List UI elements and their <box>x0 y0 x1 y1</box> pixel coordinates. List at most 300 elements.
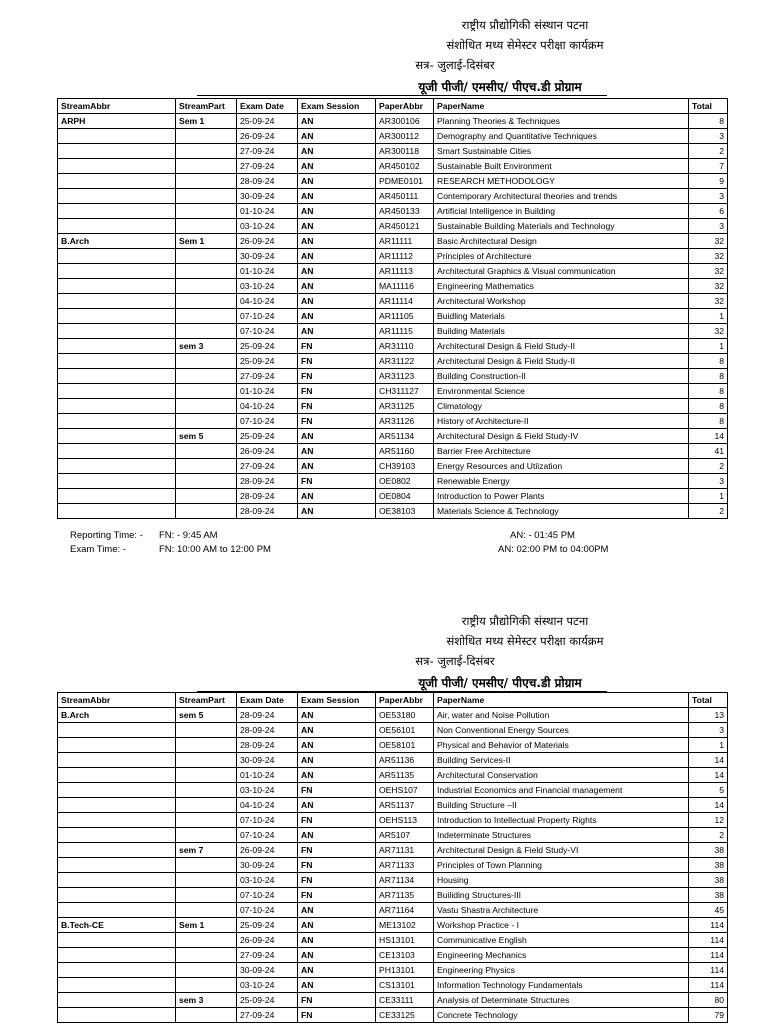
paper-abbr-cell: AR71134 <box>376 873 434 888</box>
stream-part-cell <box>176 399 237 414</box>
total-cell: 32 <box>689 294 728 309</box>
total-cell: 8 <box>689 399 728 414</box>
exam-date-cell: 27-09-24 <box>237 459 298 474</box>
stream-part-cell <box>176 144 237 159</box>
paper-abbr-cell: CS13101 <box>376 978 434 993</box>
exam-session-cell: AN <box>298 723 376 738</box>
stream-part-cell <box>176 189 237 204</box>
table-row <box>58 294 728 309</box>
paper-name-cell: Architectural Design & Field Study-IV <box>434 429 689 444</box>
paper-abbr-cell: AR300118 <box>376 144 434 159</box>
table-row <box>58 918 728 933</box>
table-row <box>58 813 728 828</box>
table-row <box>58 858 728 873</box>
exam-date-cell: 04-10-24 <box>237 399 298 414</box>
paper-name-cell: Building Construction-II <box>434 369 689 384</box>
col-header-papername: PaperName <box>434 99 689 114</box>
table-row <box>58 738 728 753</box>
stream-part-cell <box>176 504 237 519</box>
exam-date-cell: 01-10-24 <box>237 384 298 399</box>
exam-date-cell: 07-10-24 <box>237 324 298 339</box>
exam-session-cell: AN <box>298 204 376 219</box>
paper-abbr-cell: PDME0101 <box>376 174 434 189</box>
paper-name-cell: Non Conventional Energy Sources <box>434 723 689 738</box>
paper-abbr-cell: OE53180 <box>376 708 434 723</box>
exam-time-fn: FN: 10:00 AM to 12:00 PM <box>159 544 271 555</box>
exam-date-cell: 07-10-24 <box>237 903 298 918</box>
stream-abbr-cell <box>58 294 176 309</box>
stream-abbr-cell <box>58 888 176 903</box>
col-header-exam-session: Exam Session <box>298 693 376 708</box>
total-cell: 3 <box>689 723 728 738</box>
total-cell: 2 <box>689 459 728 474</box>
paper-abbr-cell: OE0804 <box>376 489 434 504</box>
exam-session-cell: AN <box>298 264 376 279</box>
total-cell: 32 <box>689 324 728 339</box>
total-cell: 114 <box>689 963 728 978</box>
total-cell: 38 <box>689 858 728 873</box>
paper-name-cell: Climatology <box>434 399 689 414</box>
table-row <box>58 189 728 204</box>
stream-abbr-cell: ARPH <box>58 114 176 129</box>
exam-session-cell: AN <box>298 144 376 159</box>
paper-name-cell: Air, water and Noise Pollution <box>434 708 689 723</box>
table-row <box>58 219 728 234</box>
total-cell: 3 <box>689 219 728 234</box>
paper-abbr-cell: AR11111 <box>376 234 434 249</box>
stream-abbr-cell <box>58 948 176 963</box>
exam-session-cell: AN <box>298 978 376 993</box>
total-cell: 41 <box>689 444 728 459</box>
total-cell: 2 <box>689 504 728 519</box>
reporting-time-label: Reporting Time: - <box>70 530 143 541</box>
table-row <box>58 489 728 504</box>
stream-part-cell <box>176 414 237 429</box>
exam-date-cell: 07-10-24 <box>237 828 298 843</box>
paper-name-cell: Vastu Shastra Architecture <box>434 903 689 918</box>
col-header-total: Total <box>689 99 728 114</box>
exam-session-cell: FN <box>298 384 376 399</box>
exam-session-cell: AN <box>298 768 376 783</box>
paper-name-cell: Smart Sustainable Cities <box>434 144 689 159</box>
exam-date-cell: 28-09-24 <box>237 489 298 504</box>
paper-name-cell: RESEARCH METHODOLOGY <box>434 174 689 189</box>
exam-session-cell: FN <box>298 783 376 798</box>
stream-part-cell: sem 7 <box>176 843 237 858</box>
exam-date-cell: 26-09-24 <box>237 444 298 459</box>
schedule-title-2: संशोधित मध्य सेमेस्टर परीक्षा कार्यक्रम <box>446 634 604 648</box>
exam-session-cell: AN <box>298 738 376 753</box>
total-cell: 5 <box>689 783 728 798</box>
stream-abbr-cell <box>58 993 176 1008</box>
total-cell: 12 <box>689 813 728 828</box>
paper-name-cell: Demography and Quantitative Techniques <box>434 129 689 144</box>
exam-date-cell: 27-09-24 <box>237 369 298 384</box>
stream-part-cell <box>176 888 237 903</box>
exam-session-cell: AN <box>298 174 376 189</box>
paper-name-cell: Building Services-II <box>434 753 689 768</box>
exam-date-cell: 01-10-24 <box>237 204 298 219</box>
stream-part-cell <box>176 873 237 888</box>
reporting-time-an: AN: - 01:45 PM <box>510 530 575 541</box>
table-row <box>58 414 728 429</box>
stream-part-cell <box>176 978 237 993</box>
paper-abbr-cell: AR11112 <box>376 249 434 264</box>
table-row <box>58 783 728 798</box>
exam-session-cell: FN <box>298 888 376 903</box>
paper-name-cell: Renewable Energy <box>434 474 689 489</box>
stream-abbr-cell <box>58 309 176 324</box>
exam-session-cell: AN <box>298 114 376 129</box>
exam-session-cell: AN <box>298 963 376 978</box>
table-row <box>58 129 728 144</box>
stream-abbr-cell <box>58 144 176 159</box>
stream-abbr-cell <box>58 459 176 474</box>
paper-abbr-cell: ME13102 <box>376 918 434 933</box>
exam-date-cell: 03-10-24 <box>237 219 298 234</box>
paper-abbr-cell: AR31110 <box>376 339 434 354</box>
stream-abbr-cell <box>58 723 176 738</box>
exam-date-cell: 28-09-24 <box>237 708 298 723</box>
paper-abbr-cell: AR31125 <box>376 399 434 414</box>
exam-session-cell: AN <box>298 189 376 204</box>
exam-date-cell: 25-09-24 <box>237 429 298 444</box>
exam-session-cell: AN <box>298 948 376 963</box>
paper-name-cell: Principles of Architecture <box>434 249 689 264</box>
paper-name-cell: Sustainable Building Materials and Technology <box>434 219 689 234</box>
stream-abbr-cell: B.Arch <box>58 708 176 723</box>
exam-session-cell: FN <box>298 858 376 873</box>
paper-name-cell: Architectural Design & Field Study-II <box>434 339 689 354</box>
total-cell: 45 <box>689 903 728 918</box>
stream-abbr-cell: B.Arch <box>58 234 176 249</box>
stream-part-cell: sem 3 <box>176 993 237 1008</box>
exam-date-cell: 07-10-24 <box>237 813 298 828</box>
total-cell: 1 <box>689 738 728 753</box>
total-cell: 3 <box>689 474 728 489</box>
session-label-2: सत्र- जुलाई-दिसंबर <box>415 654 495 668</box>
exam-session-cell: FN <box>298 813 376 828</box>
table-header-row <box>58 99 728 114</box>
paper-abbr-cell: AR450111 <box>376 189 434 204</box>
stream-part-cell <box>176 219 237 234</box>
stream-abbr-cell <box>58 189 176 204</box>
stream-abbr-cell <box>58 399 176 414</box>
exam-session-cell: FN <box>298 1008 376 1023</box>
total-cell: 114 <box>689 978 728 993</box>
paper-abbr-cell: CH311127 <box>376 384 434 399</box>
exam-date-cell: 30-09-24 <box>237 189 298 204</box>
exam-date-cell: 30-09-24 <box>237 753 298 768</box>
exam-date-cell: 01-10-24 <box>237 264 298 279</box>
total-cell: 38 <box>689 888 728 903</box>
table-row <box>58 114 728 129</box>
stream-abbr-cell <box>58 1008 176 1023</box>
stream-part-cell: Sem 1 <box>176 114 237 129</box>
stream-part-cell <box>176 459 237 474</box>
paper-name-cell: Environmental Science <box>434 384 689 399</box>
paper-abbr-cell: AR71164 <box>376 903 434 918</box>
paper-name-cell: Building Structure –II <box>434 798 689 813</box>
stream-part-cell <box>176 963 237 978</box>
col-header-streamabbr: StreamAbbr <box>58 99 176 114</box>
exam-date-cell: 28-09-24 <box>237 723 298 738</box>
paper-name-cell: Principles of Town Planning <box>434 858 689 873</box>
exam-session-cell: AN <box>298 933 376 948</box>
paper-name-cell: Architectural Graphics & Visual communication <box>434 264 689 279</box>
paper-name-cell: Architectural Design & Field Study-VI <box>434 843 689 858</box>
table-row <box>58 993 728 1008</box>
stream-abbr-cell <box>58 339 176 354</box>
total-cell: 79 <box>689 1008 728 1023</box>
paper-name-cell: Sustainable Built Environment <box>434 159 689 174</box>
paper-abbr-cell: PH13101 <box>376 963 434 978</box>
exam-schedule-table-1 <box>57 98 728 519</box>
table-row <box>58 798 728 813</box>
stream-part-cell <box>176 354 237 369</box>
stream-abbr-cell <box>58 963 176 978</box>
paper-name-cell: Builiding Structures-III <box>434 888 689 903</box>
stream-part-cell <box>176 489 237 504</box>
exam-session-cell: AN <box>298 324 376 339</box>
stream-abbr-cell <box>58 813 176 828</box>
exam-session-cell: AN <box>298 798 376 813</box>
paper-abbr-cell: AR5107 <box>376 828 434 843</box>
exam-session-cell: FN <box>298 354 376 369</box>
table-row <box>58 843 728 858</box>
paper-abbr-cell: AR450121 <box>376 219 434 234</box>
paper-abbr-cell: MA11116 <box>376 279 434 294</box>
stream-part-cell <box>176 369 237 384</box>
stream-abbr-cell <box>58 429 176 444</box>
paper-name-cell: Workshop Practice - I <box>434 918 689 933</box>
stream-part-cell <box>176 753 237 768</box>
stream-part-cell: sem 5 <box>176 429 237 444</box>
stream-part-cell: Sem 1 <box>176 234 237 249</box>
table-row <box>58 204 728 219</box>
stream-part-cell <box>176 129 237 144</box>
stream-part-cell: sem 5 <box>176 708 237 723</box>
table-row <box>58 399 728 414</box>
paper-abbr-cell: OE0802 <box>376 474 434 489</box>
exam-date-cell: 28-09-24 <box>237 174 298 189</box>
stream-part-cell <box>176 1008 237 1023</box>
exam-date-cell: 03-10-24 <box>237 978 298 993</box>
stream-abbr-cell <box>58 204 176 219</box>
stream-abbr-cell <box>58 354 176 369</box>
exam-schedule-table-2 <box>57 692 728 1023</box>
paper-name-cell: Architectural Conservation <box>434 768 689 783</box>
table-row <box>58 159 728 174</box>
exam-date-cell: 27-09-24 <box>237 144 298 159</box>
table-row <box>58 504 728 519</box>
stream-abbr-cell <box>58 843 176 858</box>
total-cell: 32 <box>689 249 728 264</box>
col-header-exam-date: Exam Date <box>237 99 298 114</box>
stream-part-cell <box>176 159 237 174</box>
stream-part-cell <box>176 813 237 828</box>
exam-session-cell: AN <box>298 918 376 933</box>
paper-abbr-cell: AR31126 <box>376 414 434 429</box>
stream-part-cell <box>176 309 237 324</box>
exam-date-cell: 30-09-24 <box>237 249 298 264</box>
col-header-paperabbr: PaperAbbr <box>376 99 434 114</box>
stream-abbr-cell <box>58 798 176 813</box>
exam-date-cell: 26-09-24 <box>237 843 298 858</box>
stream-part-cell <box>176 474 237 489</box>
exam-date-cell: 27-09-24 <box>237 159 298 174</box>
paper-abbr-cell: AR11105 <box>376 309 434 324</box>
exam-date-cell: 03-10-24 <box>237 783 298 798</box>
paper-abbr-cell: AR11113 <box>376 264 434 279</box>
table-row <box>58 768 728 783</box>
paper-abbr-cell: AR51160 <box>376 444 434 459</box>
exam-time-an: AN: 02:00 PM to 04:00PM <box>498 544 609 555</box>
total-cell: 3 <box>689 129 728 144</box>
exam-date-cell: 25-09-24 <box>237 339 298 354</box>
table-row <box>58 249 728 264</box>
table-row <box>58 354 728 369</box>
stream-abbr-cell <box>58 444 176 459</box>
paper-abbr-cell: OEHS113 <box>376 813 434 828</box>
stream-abbr-cell <box>58 783 176 798</box>
paper-abbr-cell: OE58101 <box>376 738 434 753</box>
total-cell: 8 <box>689 384 728 399</box>
total-cell: 7 <box>689 159 728 174</box>
table-row <box>58 444 728 459</box>
exam-session-cell: FN <box>298 414 376 429</box>
paper-name-cell: Planning Theories & Techniques <box>434 114 689 129</box>
col-header-exam-date: Exam Date <box>237 693 298 708</box>
exam-date-cell: 26-09-24 <box>237 129 298 144</box>
stream-abbr-cell <box>58 978 176 993</box>
total-cell: 2 <box>689 828 728 843</box>
stream-abbr-cell <box>58 828 176 843</box>
exam-date-cell: 01-10-24 <box>237 768 298 783</box>
total-cell: 9 <box>689 174 728 189</box>
paper-name-cell: History of Architecture-II <box>434 414 689 429</box>
stream-abbr-cell <box>58 753 176 768</box>
paper-abbr-cell: AR51136 <box>376 753 434 768</box>
exam-date-cell: 25-09-24 <box>237 114 298 129</box>
exam-date-cell: 30-09-24 <box>237 963 298 978</box>
table-row <box>58 978 728 993</box>
paper-abbr-cell: AR31122 <box>376 354 434 369</box>
exam-session-cell: AN <box>298 903 376 918</box>
paper-name-cell: Introduction to Intellectual Property Rights <box>434 813 689 828</box>
exam-session-cell: AN <box>298 279 376 294</box>
total-cell: 8 <box>689 114 728 129</box>
exam-session-cell: AN <box>298 294 376 309</box>
exam-date-cell: 25-09-24 <box>237 354 298 369</box>
exam-session-cell: AN <box>298 504 376 519</box>
total-cell: 1 <box>689 339 728 354</box>
total-cell: 38 <box>689 843 728 858</box>
stream-abbr-cell <box>58 174 176 189</box>
exam-date-cell: 27-09-24 <box>237 948 298 963</box>
stream-part-cell <box>176 324 237 339</box>
total-cell: 114 <box>689 948 728 963</box>
exam-session-cell: FN <box>298 873 376 888</box>
header-underline <box>197 95 607 96</box>
stream-part-cell <box>176 783 237 798</box>
stream-part-cell <box>176 828 237 843</box>
stream-abbr-cell <box>58 219 176 234</box>
paper-abbr-cell: AR450102 <box>376 159 434 174</box>
table-header-row <box>58 693 728 708</box>
stream-abbr-cell <box>58 504 176 519</box>
table-row <box>58 174 728 189</box>
exam-date-cell: 25-09-24 <box>237 918 298 933</box>
stream-abbr-cell <box>58 738 176 753</box>
stream-abbr-cell <box>58 279 176 294</box>
paper-name-cell: Housing <box>434 873 689 888</box>
paper-name-cell: Buidling Materials <box>434 309 689 324</box>
exam-session-cell: AN <box>298 309 376 324</box>
stream-abbr-cell <box>58 129 176 144</box>
col-header-streampart: StreamPart <box>176 99 237 114</box>
paper-abbr-cell: AR51135 <box>376 768 434 783</box>
total-cell: 38 <box>689 873 728 888</box>
exam-session-cell: FN <box>298 993 376 1008</box>
stream-abbr-cell <box>58 933 176 948</box>
paper-abbr-cell: OE38103 <box>376 504 434 519</box>
paper-abbr-cell: CE33125 <box>376 1008 434 1023</box>
stream-part-cell <box>176 264 237 279</box>
exam-date-cell: 25-09-24 <box>237 993 298 1008</box>
paper-abbr-cell: AR31123 <box>376 369 434 384</box>
exam-session-cell: FN <box>298 843 376 858</box>
stream-abbr-cell <box>58 768 176 783</box>
schedule-title: संशोधित मध्य सेमेस्टर परीक्षा कार्यक्रम <box>446 38 604 52</box>
total-cell: 14 <box>689 429 728 444</box>
paper-abbr-cell: AR11115 <box>376 324 434 339</box>
table-row <box>58 459 728 474</box>
stream-abbr-cell <box>58 369 176 384</box>
total-cell: 3 <box>689 189 728 204</box>
table-row <box>58 369 728 384</box>
table-row <box>58 429 728 444</box>
stream-part-cell <box>176 933 237 948</box>
stream-abbr-cell <box>58 384 176 399</box>
paper-abbr-cell: AR71135 <box>376 888 434 903</box>
table-row <box>58 339 728 354</box>
total-cell: 114 <box>689 918 728 933</box>
table-row <box>58 888 728 903</box>
stream-abbr-cell: B.Tech-CE <box>58 918 176 933</box>
total-cell: 114 <box>689 933 728 948</box>
exam-session-cell: AN <box>298 234 376 249</box>
reporting-time-fn: FN: - 9:45 AM <box>159 530 218 541</box>
exam-session-cell: AN <box>298 159 376 174</box>
paper-name-cell: Communicative English <box>434 933 689 948</box>
table-row <box>58 753 728 768</box>
exam-date-cell: 07-10-24 <box>237 888 298 903</box>
exam-session-cell: AN <box>298 249 376 264</box>
paper-abbr-cell: AR300112 <box>376 129 434 144</box>
table-row <box>58 144 728 159</box>
exam-session-cell: FN <box>298 474 376 489</box>
exam-session-cell: AN <box>298 753 376 768</box>
stream-part-cell <box>176 294 237 309</box>
table-row <box>58 963 728 978</box>
paper-name-cell: Physical and Behavior of Materials <box>434 738 689 753</box>
exam-date-cell: 30-09-24 <box>237 858 298 873</box>
table-row <box>58 1008 728 1023</box>
exam-session-cell: FN <box>298 369 376 384</box>
exam-session-cell: AN <box>298 489 376 504</box>
table-row <box>58 474 728 489</box>
